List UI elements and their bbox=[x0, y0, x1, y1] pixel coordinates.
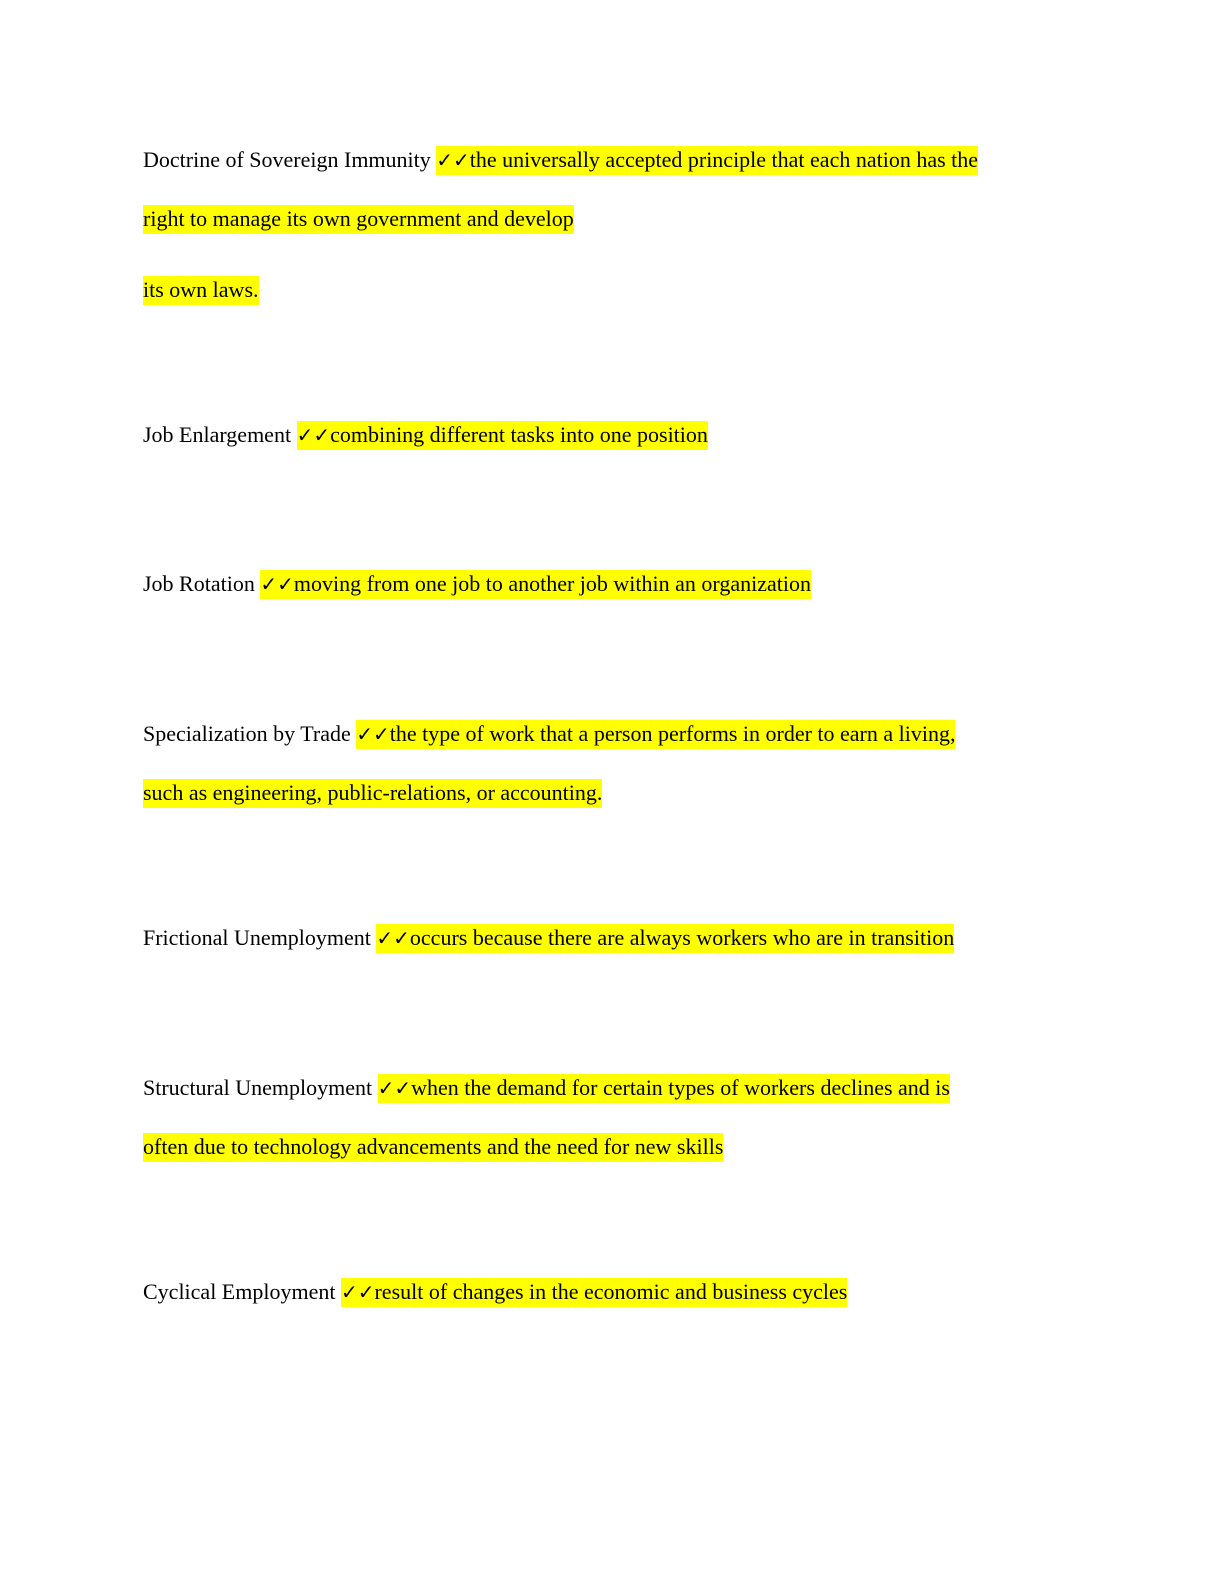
definition-continuation bbox=[143, 776, 602, 810]
double-check-icon: ✓✓ bbox=[376, 926, 410, 950]
definition-continuation bbox=[143, 1130, 723, 1164]
term: Cyclical Employment bbox=[143, 1279, 336, 1304]
definition-line: result of changes in the economic and business cycles bbox=[374, 1279, 848, 1304]
term: Specialization by Trade bbox=[143, 721, 351, 746]
definition-line: occurs because there are always workers who are in transition bbox=[409, 925, 955, 950]
term: Job Rotation bbox=[143, 571, 255, 596]
definition-line: its own laws. bbox=[143, 276, 259, 305]
entry-frictional-unemployment bbox=[143, 921, 954, 955]
entry-doctrine-of-sovereign-immunity bbox=[143, 143, 978, 177]
definition-line: right to manage its own government and develop bbox=[143, 205, 574, 234]
double-check-icon: ✓✓ bbox=[436, 148, 470, 172]
double-check-icon: ✓✓ bbox=[260, 572, 294, 596]
definition-line: often due to technology advancements and the need for new skills bbox=[143, 1133, 723, 1162]
definition-line: moving from one job to another job within an organization bbox=[293, 571, 811, 596]
double-check-icon: ✓✓ bbox=[296, 423, 331, 447]
definition-continuation bbox=[143, 273, 259, 307]
definition-continuation bbox=[143, 202, 574, 236]
definition-line: the type of work that a person performs in order to earn a living, bbox=[389, 721, 956, 746]
definition-line: such as engineering, public-relations, or accounting. bbox=[143, 779, 602, 808]
double-check-icon: ✓✓ bbox=[377, 1076, 412, 1100]
term: Doctrine of Sovereign Immunity bbox=[143, 147, 431, 172]
entry-job-rotation bbox=[143, 567, 811, 601]
entry-cyclical-employment bbox=[143, 1275, 847, 1309]
definition-line: combining different tasks into one position bbox=[330, 422, 708, 447]
double-check-icon: ✓✓ bbox=[356, 722, 390, 746]
term: Structural Unemployment bbox=[143, 1075, 373, 1100]
entry-structural-unemployment bbox=[143, 1071, 950, 1105]
double-check-icon: ✓✓ bbox=[340, 1280, 375, 1304]
term: Job Enlargement bbox=[143, 422, 292, 447]
definition-line: the universally accepted principle that each nation has the bbox=[469, 147, 979, 172]
definition-line: when the demand for certain types of workers declines and is bbox=[411, 1075, 950, 1100]
term: Frictional Unemployment bbox=[143, 925, 371, 950]
entry-specialization-by-trade bbox=[143, 717, 955, 751]
entry-job-enlargement bbox=[143, 418, 708, 452]
